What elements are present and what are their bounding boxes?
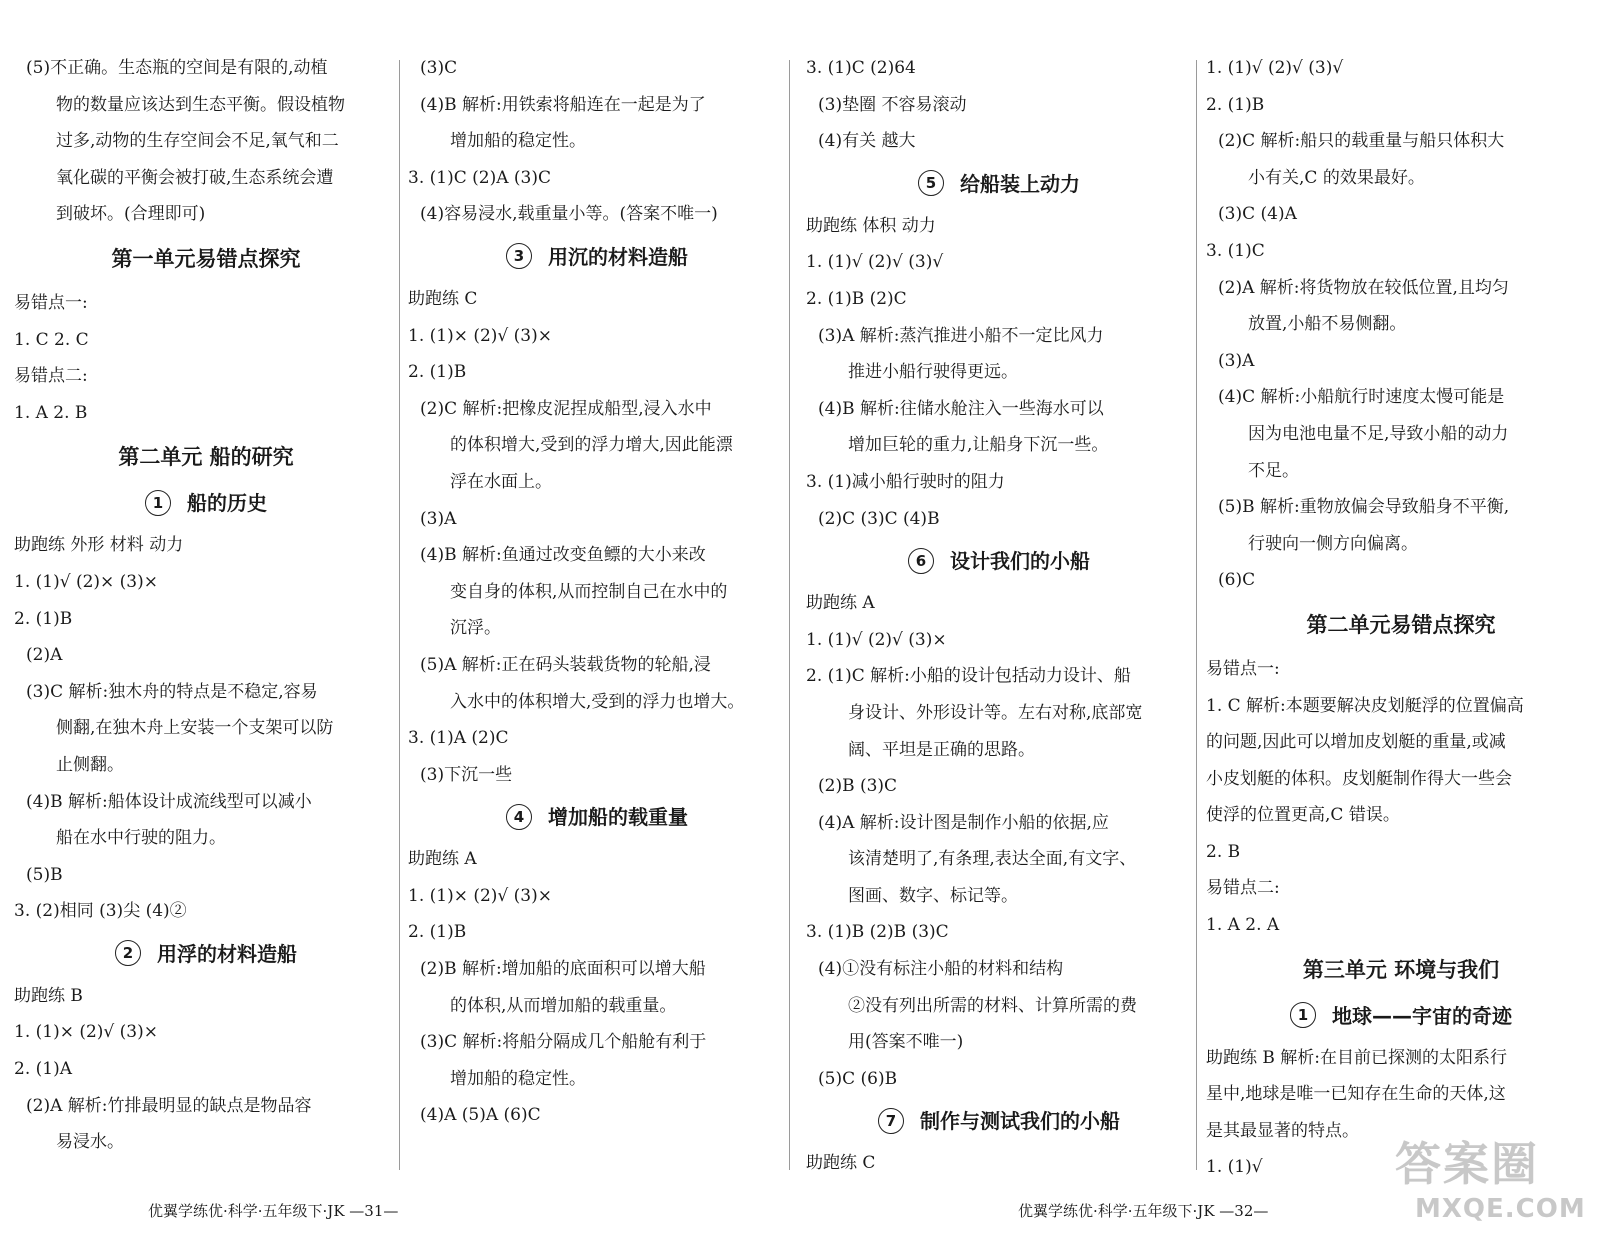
lesson-heading bbox=[1206, 996, 1596, 1036]
answer-line: 过多,动物的生存空间会不足,氧气和二 bbox=[56, 131, 339, 152]
answer-line: (3)C (4)A bbox=[1218, 204, 1297, 225]
column-divider bbox=[789, 60, 790, 1170]
watermark bbox=[1395, 1134, 1586, 1244]
lesson-heading bbox=[408, 797, 786, 837]
lesson-heading bbox=[806, 164, 1192, 204]
answer-line: 侧翻,在独木舟上安装一个支架可以防 bbox=[56, 718, 334, 739]
column-3 bbox=[806, 50, 1192, 1200]
answer-line: (2)B 解析:增加船的底面积可以增大船 bbox=[420, 959, 706, 980]
answer-line: 1. (1)√ (2)√ (3)√ bbox=[806, 252, 944, 273]
answer-line: 2. (1)B bbox=[1206, 94, 1265, 115]
column-divider bbox=[1196, 60, 1197, 1170]
answer-line: 1. (1)√ (2)× (3)× bbox=[14, 571, 158, 592]
answer-line: 助跑练 A bbox=[806, 593, 875, 614]
answer-line: 行驶向一侧方向偏离。 bbox=[1248, 533, 1418, 554]
answer-line: (3)垫圈 不容易滚动 bbox=[818, 94, 967, 115]
answer-line: 2. (1)A bbox=[14, 1059, 72, 1080]
answer-line: 到破坏。(合理即可) bbox=[56, 204, 206, 225]
answer-line: 身设计、外形设计等。左右对称,底部宽 bbox=[848, 702, 1143, 723]
answer-line: (5)B bbox=[26, 864, 63, 885]
answer-line: 1. (1)√ bbox=[1206, 1157, 1263, 1178]
answer-line: 1. (1)× (2)√ (3)× bbox=[408, 885, 552, 906]
answer-line: 2. (1)B bbox=[408, 922, 467, 943]
lesson-heading bbox=[806, 1101, 1192, 1141]
answer-line: 使浮的位置更高,C 错误。 bbox=[1206, 805, 1400, 826]
lesson-number-badge: 2 bbox=[115, 940, 141, 966]
answer-line: (6)C bbox=[1218, 570, 1256, 591]
answer-line: 1. C 2. C bbox=[14, 329, 89, 350]
lesson-title: 给船装上动力 bbox=[960, 171, 1080, 196]
answer-line: 2. (1)C 解析:小船的设计包括动力设计、船 bbox=[806, 666, 1131, 687]
answer-line: 易错点二: bbox=[14, 366, 88, 387]
lesson-title: 设计我们的小船 bbox=[950, 549, 1090, 574]
answer-line: 物的数量应该达到生态平衡。假设植物 bbox=[56, 94, 345, 115]
answer-line: (3)A bbox=[1218, 350, 1255, 371]
answer-line: (4)A (5)A (6)C bbox=[420, 1105, 541, 1126]
answer-line: 3. (1)减小船行驶时的阻力 bbox=[806, 471, 1005, 492]
answer-line: 2. (1)B bbox=[14, 608, 73, 629]
lesson-number-badge: 4 bbox=[506, 804, 532, 830]
lesson-title: 用浮的材料造船 bbox=[157, 941, 297, 966]
answer-line: 止侧翻。 bbox=[56, 754, 124, 775]
answer-line: (3)A bbox=[420, 508, 457, 529]
answer-line: 2. (1)B bbox=[408, 362, 467, 383]
answer-line: 助跑练 A bbox=[408, 849, 477, 870]
answer-line: (4)B 解析:用铁索将船连在一起是为了 bbox=[420, 94, 706, 115]
answer-line: 易错点一: bbox=[1206, 658, 1280, 679]
answer-line: (4)①没有标注小船的材料和结构 bbox=[818, 959, 1064, 980]
answer-line: 3. (1)C bbox=[1206, 240, 1265, 261]
answer-line: 1. A 2. A bbox=[1206, 915, 1280, 936]
answer-line: 的体积,从而增加船的载重量。 bbox=[450, 995, 677, 1016]
watermark-url: MXQE.COM bbox=[1415, 1194, 1586, 1224]
answer-line: 小有关,C 的效果最好。 bbox=[1248, 167, 1425, 188]
answer-line: 推进小船行驶得更远。 bbox=[848, 362, 1018, 383]
answer-line: 氧化碳的平衡会被打破,生态系统会遭 bbox=[56, 167, 334, 188]
answer-line: (5)C (6)B bbox=[818, 1068, 898, 1089]
answer-line: 1. (1)√ (2)√ (3)× bbox=[806, 629, 947, 650]
answer-line: 1. C 解析:本题要解决皮划艇浮的位置偏高 bbox=[1206, 695, 1524, 716]
answer-line: 不足。 bbox=[1248, 460, 1299, 481]
watermark-logo-text: 答案圈 bbox=[1395, 1137, 1539, 1191]
answer-line: (2)A 解析:将货物放在较低位置,且均匀 bbox=[1218, 277, 1509, 298]
answer-line: (4)A 解析:设计图是制作小船的依据,应 bbox=[818, 812, 1109, 833]
answer-line: 1. A 2. B bbox=[14, 402, 88, 423]
lesson-heading bbox=[14, 483, 398, 523]
lesson-heading bbox=[14, 934, 398, 974]
answer-line: 助跑练 C bbox=[806, 1153, 876, 1174]
answer-line: 是其最显著的特点。 bbox=[1206, 1120, 1359, 1141]
unit-heading: 第二单元易错点探究 bbox=[1306, 612, 1496, 637]
answer-line: 小皮划艇的体积。皮划艇制作得大一些会 bbox=[1206, 768, 1512, 789]
answer-line: 3. (1)C (2)A (3)C bbox=[408, 167, 551, 188]
answer-line: 助跑练 外形 材料 动力 bbox=[14, 535, 184, 556]
answer-line: 船在水中行驶的阻力。 bbox=[56, 828, 226, 849]
answer-line: (4)B 解析:鱼通过改变鱼鳔的大小来改 bbox=[420, 545, 706, 566]
answer-line: (2)C 解析:船只的载重量与船只体积大 bbox=[1218, 131, 1505, 152]
answer-line: 3. (2)相同 (3)尖 (4)② bbox=[14, 901, 187, 922]
answer-line: 变自身的体积,从而控制自己在水中的 bbox=[450, 581, 728, 602]
answer-line: 增加巨轮的重力,让船身下沉一些。 bbox=[848, 435, 1109, 456]
answer-line: (4)容易浸水,载重量小等。(答案不唯一) bbox=[420, 204, 718, 225]
answer-line: 易浸水。 bbox=[56, 1132, 124, 1153]
answer-line: 1. (1)× (2)√ (3)× bbox=[408, 325, 552, 346]
lesson-number-badge: 6 bbox=[908, 548, 934, 574]
answer-line: (5)不正确。生态瓶的空间是有限的,动植 bbox=[26, 58, 328, 78]
answer-line: (3)A 解析:蒸汽推进小船不一定比风力 bbox=[818, 325, 1104, 346]
answer-line: 易错点一: bbox=[14, 292, 88, 313]
lesson-heading bbox=[408, 237, 786, 277]
column-1 bbox=[14, 50, 398, 1200]
unit-heading: 第三单元 环境与我们 bbox=[1302, 957, 1500, 982]
answer-line: 3. (1)C (2)64 bbox=[806, 58, 916, 78]
answer-line: (2)A 解析:竹排最明显的缺点是物品容 bbox=[26, 1095, 312, 1116]
page-footer-right: 优翼学练优·科学·五年级下·JK —32— bbox=[1018, 1202, 1269, 1220]
answer-line: 增加船的稳定性。 bbox=[450, 1068, 586, 1089]
lesson-title: 用沉的材料造船 bbox=[548, 244, 688, 269]
column-2 bbox=[408, 50, 786, 1200]
answer-line: (4)B 解析:船体设计成流线型可以减小 bbox=[26, 791, 312, 812]
answer-line: 2. (1)B (2)C bbox=[806, 288, 907, 309]
unit-heading: 第二单元 船的研究 bbox=[118, 445, 294, 470]
answer-line: (2)B (3)C bbox=[818, 776, 898, 797]
answer-line: 的体积增大,受到的浮力增大,因此能漂 bbox=[450, 435, 733, 456]
answer-line: 入水中的体积增大,受到的浮力也增大。 bbox=[450, 691, 745, 712]
answer-line: 阔、平坦是正确的思路。 bbox=[848, 739, 1035, 760]
answer-line: (2)A bbox=[26, 645, 63, 666]
answer-line: 1. (1)√ (2)√ (3)√ bbox=[1206, 58, 1344, 78]
answer-line: (4)B 解析:往储水舱注入一些海水可以 bbox=[818, 398, 1104, 419]
answer-line: (2)C 解析:把橡皮泥捏成船型,浸入水中 bbox=[420, 398, 712, 419]
answer-line: (2)C (3)C (4)B bbox=[818, 508, 940, 529]
answer-line: 沉浮。 bbox=[450, 618, 501, 639]
answer-line: ②没有列出所需的材料、计算所需的费 bbox=[848, 995, 1137, 1016]
answer-line: (3)C 解析:独木舟的特点是不稳定,容易 bbox=[26, 681, 318, 702]
answer-line: 的问题,因此可以增加皮划艇的重量,或减 bbox=[1206, 732, 1506, 753]
answer-line: 3. (1)B (2)B (3)C bbox=[806, 922, 949, 943]
lesson-number-badge: 7 bbox=[878, 1108, 904, 1134]
column-divider bbox=[399, 60, 400, 1170]
answer-line: 增加船的稳定性。 bbox=[450, 131, 586, 152]
answer-line: 图画、数字、标记等。 bbox=[848, 885, 1018, 906]
lesson-number-badge: 1 bbox=[1290, 1002, 1316, 1028]
answer-line: 易错点二: bbox=[1206, 878, 1280, 899]
answer-line: (3)下沉一些 bbox=[420, 764, 513, 785]
answer-line: (3)C bbox=[420, 58, 458, 78]
answer-line: 2. B bbox=[1206, 841, 1241, 862]
answer-line: 星中,地球是唯一已知存在生命的天体,这 bbox=[1206, 1084, 1506, 1105]
answer-line: 放置,小船不易侧翻。 bbox=[1248, 314, 1407, 335]
unit-heading: 第一单元易错点探究 bbox=[111, 246, 301, 271]
answer-line: 用(答案不唯一) bbox=[848, 1032, 964, 1053]
answer-line: (5)B 解析:重物放偏会导致船身不平衡, bbox=[1218, 497, 1510, 518]
lesson-title: 制作与测试我们的小船 bbox=[920, 1109, 1120, 1134]
answer-line: 因为电池电量不足,导致小船的动力 bbox=[1248, 423, 1509, 444]
answer-line: 助跑练 B bbox=[14, 985, 83, 1006]
lesson-number-badge: 3 bbox=[506, 243, 532, 269]
column-4 bbox=[1206, 50, 1596, 1200]
answer-line: (5)A 解析:正在码头装载货物的轮船,浸 bbox=[420, 654, 711, 675]
page-footer-left: 优翼学练优·科学·五年级下·JK —31— bbox=[148, 1202, 399, 1220]
answer-line: (3)C 解析:将船分隔成几个船舱有利于 bbox=[420, 1032, 707, 1053]
answer-line: 助跑练 体积 动力 bbox=[806, 215, 936, 236]
answer-line: 1. (1)× (2)√ (3)× bbox=[14, 1022, 158, 1043]
lesson-heading bbox=[806, 541, 1192, 581]
lesson-number-badge: 5 bbox=[918, 170, 944, 196]
answer-line: 助跑练 B 解析:在目前已探测的太阳系行 bbox=[1206, 1047, 1508, 1068]
answer-line: (4)有关 越大 bbox=[818, 131, 916, 152]
answer-line: 浮在水面上。 bbox=[450, 471, 552, 492]
lesson-title: 增加船的载重量 bbox=[548, 805, 688, 830]
lesson-title: 地球——宇宙的奇迹 bbox=[1332, 1003, 1512, 1028]
answer-line: 助跑练 C bbox=[408, 288, 478, 309]
lesson-title: 船的历史 bbox=[187, 491, 267, 516]
answer-line: 3. (1)A (2)C bbox=[408, 728, 509, 749]
answer-line: 该清楚明了,有条理,表达全面,有文字、 bbox=[848, 849, 1137, 870]
lesson-number-badge: 1 bbox=[145, 490, 171, 516]
answer-line: (4)C 解析:小船航行时速度太慢可能是 bbox=[1218, 387, 1505, 408]
